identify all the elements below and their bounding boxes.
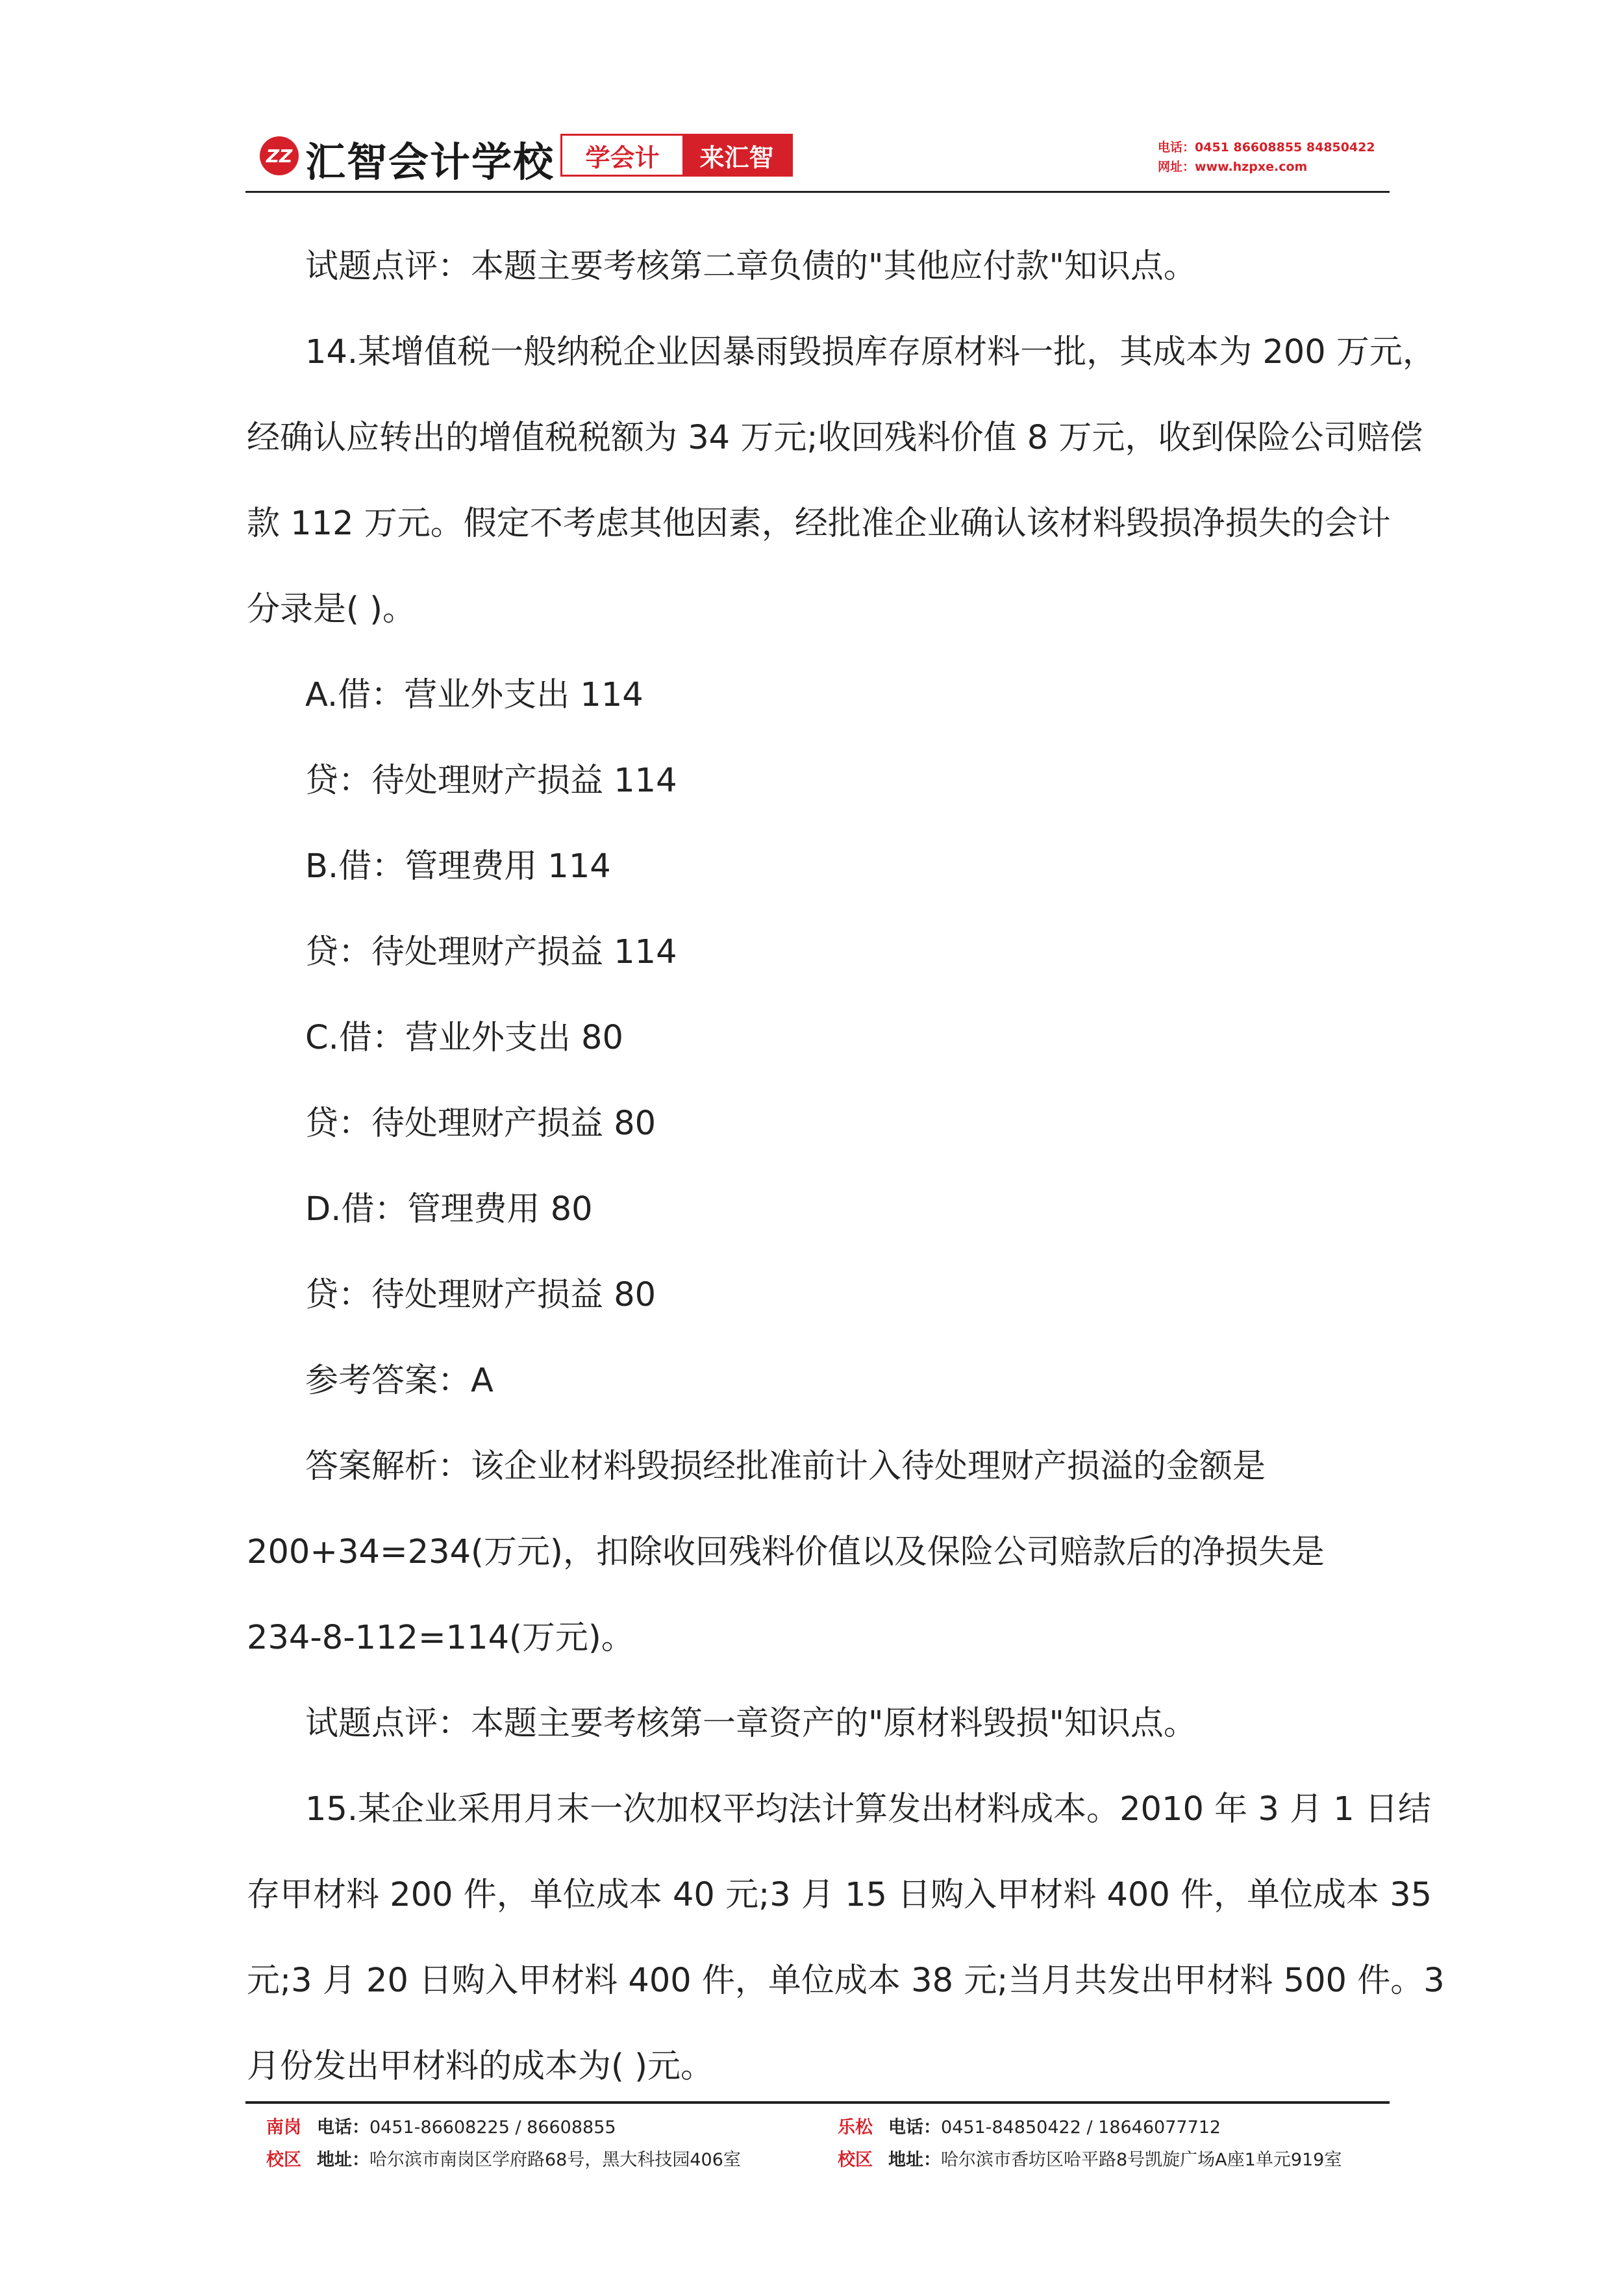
paragraph bbox=[247, 1338, 1390, 1424]
campus-name: 南岗 bbox=[266, 2117, 301, 2138]
text-line: 14.某增值税一般纳税企业因暴雨毁损库存原材料一批，其成本为 200 万元， bbox=[305, 333, 1436, 371]
campus-address: 哈尔滨市南岗区学府路68号，黑大科技园406室 bbox=[369, 2150, 741, 2170]
paragraph bbox=[247, 1424, 1390, 1681]
text-line: 贷：待处理财产损益 80 bbox=[305, 1104, 656, 1143]
paragraph bbox=[247, 1767, 1445, 2110]
address-label: 地址： bbox=[317, 2150, 369, 2170]
paragraph bbox=[247, 1167, 1390, 1253]
paragraph bbox=[247, 224, 1390, 310]
footer-campus-nangang bbox=[266, 2112, 741, 2177]
text-line: 经确认应转出的增值税税额为 34 万元;收回残料价值 8 万元，收到保险公司赔偿 bbox=[247, 419, 1423, 457]
text-line: 元;3 月 20 日购入甲材料 400 件，单位成本 38 元;当月共发出甲材料 500 件。3 bbox=[247, 1962, 1445, 2000]
text-line: 款 112 万元。假定不考虑其他因素，经批准企业确认该材料毁损净损失的会计 bbox=[247, 505, 1391, 543]
text-line: 贷：待处理财产损益 114 bbox=[305, 933, 677, 971]
text-line: B.借：管理费用 114 bbox=[305, 847, 611, 886]
text-line: 分录是( )。 bbox=[247, 590, 416, 629]
header-phone: 电话：0451 86608855 84850422 bbox=[1158, 140, 1375, 155]
paragraph bbox=[247, 1681, 1390, 1767]
text-line: 答案解析：该企业材料毁损经批准前计入待处理财产损溢的金额是 bbox=[305, 1447, 1266, 1486]
text-line: 参考答案：A bbox=[305, 1362, 493, 1400]
footer-phone-row bbox=[838, 2112, 1342, 2144]
text-line: D.借：管理费用 80 bbox=[305, 1190, 593, 1229]
text-line: 试题点评：本题主要考核第一章资产的"原材料毁损"知识点。 bbox=[305, 1704, 1197, 1743]
campus-label: 校区 bbox=[266, 2150, 301, 2170]
slogan-right: 来汇智 bbox=[682, 136, 791, 175]
footer-campus-lesong bbox=[838, 2112, 1342, 2177]
paragraph bbox=[247, 824, 1390, 910]
paragraph bbox=[247, 310, 1436, 653]
school-name: 汇智会计学校 bbox=[305, 138, 555, 186]
footer-address-row bbox=[838, 2144, 1342, 2177]
text-line: C.借：营业外支出 80 bbox=[305, 1019, 623, 1057]
phone-label: 电话： bbox=[888, 2117, 941, 2138]
campus-phone: 0451-86608225 / 86608855 bbox=[369, 2117, 616, 2138]
document-body bbox=[247, 224, 1445, 2110]
page-header bbox=[245, 123, 1390, 192]
header-divider bbox=[245, 191, 1390, 193]
campus-name: 乐松 bbox=[838, 2117, 873, 2138]
campus-phone: 0451-84850422 / 18646077712 bbox=[941, 2117, 1221, 2138]
paragraph bbox=[247, 910, 1390, 995]
paragraph bbox=[247, 738, 1390, 824]
text-line: 试题点评：本题主要考核第二章负债的"其他应付款"知识点。 bbox=[305, 247, 1197, 286]
paragraph bbox=[247, 1253, 1390, 1338]
text-line: A.借：营业外支出 114 bbox=[305, 676, 643, 714]
paragraph bbox=[247, 995, 1390, 1081]
paragraph bbox=[247, 1081, 1390, 1167]
paragraph bbox=[247, 653, 1390, 738]
text-line: 存甲材料 200 件，单位成本 40 元;3 月 15 日购入甲材料 400 件，单位成本 35 bbox=[247, 1876, 1432, 1914]
slogan-left: 学会计 bbox=[562, 136, 682, 175]
text-line: 贷：待处理财产损益 114 bbox=[305, 762, 677, 800]
slogan-banner bbox=[560, 134, 793, 177]
header-contact bbox=[1158, 138, 1375, 177]
footer-address-row bbox=[266, 2144, 741, 2177]
address-label: 地址： bbox=[888, 2150, 941, 2170]
text-line: 234-8-112=114(万元)。 bbox=[247, 1619, 634, 1657]
header-website: 网址：www.hzpxe.com bbox=[1158, 160, 1308, 174]
footer-divider bbox=[245, 2101, 1390, 2104]
campus-label: 校区 bbox=[838, 2150, 873, 2170]
campus-address: 哈尔滨市香坊区哈平路8号凯旋广场A座1单元919室 bbox=[941, 2150, 1342, 2170]
text-line: 月份发出甲材料的成本为( )元。 bbox=[247, 2047, 714, 2086]
phone-label: 电话： bbox=[317, 2117, 369, 2138]
text-line: 200+34=234(万元)，扣除收回残料价值以及保险公司赔款后的净损失是 bbox=[247, 1533, 1325, 1571]
text-line: 15.某企业采用月末一次加权平均法计算发出材料成本。2010 年 3 月 1 日结 bbox=[305, 1790, 1431, 1828]
text-line: 贷：待处理财产损益 80 bbox=[305, 1276, 656, 1314]
footer-phone-row bbox=[266, 2112, 741, 2144]
school-logo-icon: ZZ bbox=[260, 136, 299, 175]
